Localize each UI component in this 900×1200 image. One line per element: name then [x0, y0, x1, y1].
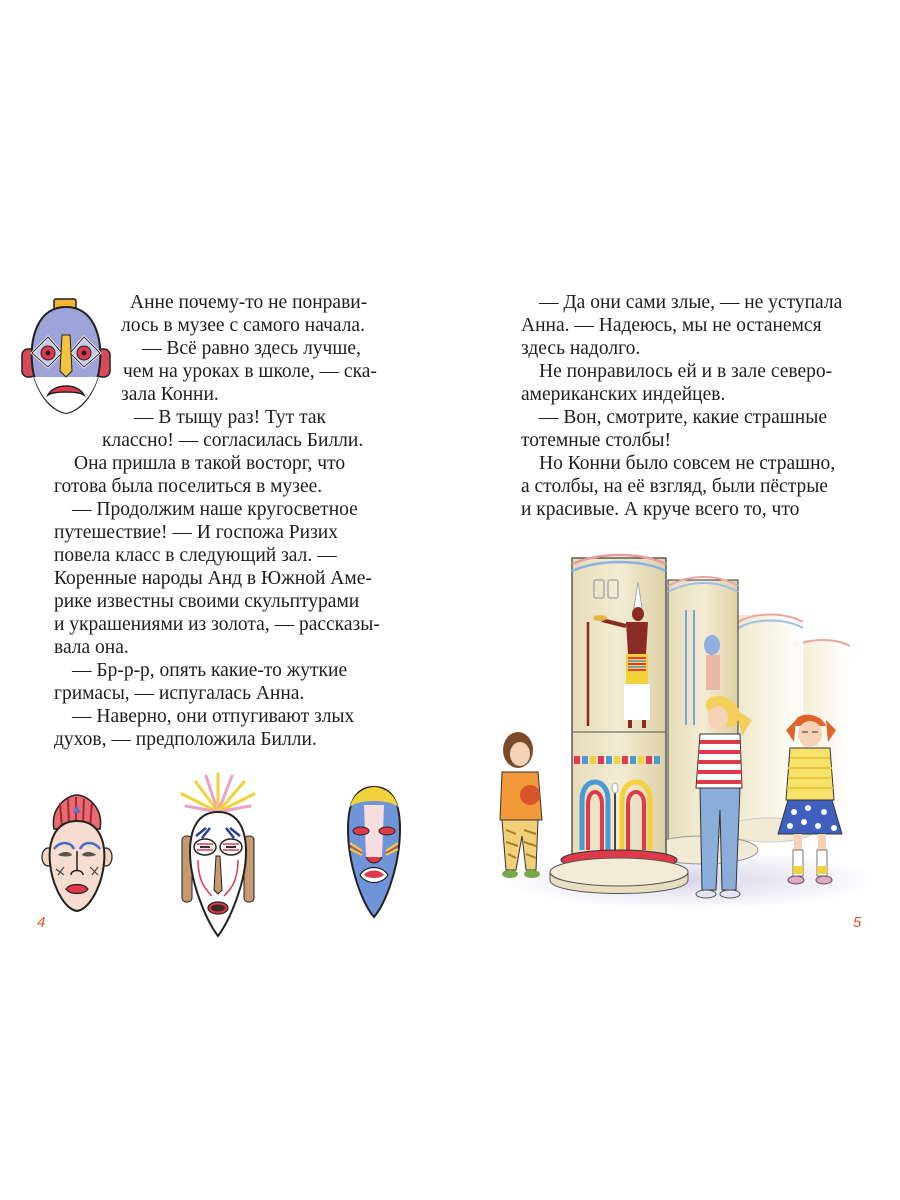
text-line: чем на уроках в школе, — ска-: [123, 361, 377, 382]
mask-blue-long-illustration: [344, 785, 404, 920]
text-line: повела класс в следующий зал. —: [54, 545, 337, 566]
text-line: — Да они сами злые, — не уступала: [539, 292, 843, 313]
page-number-left: 4: [37, 914, 46, 931]
text-line: здесь надолго.: [521, 338, 641, 359]
text-line: а столбы, на её взгляд, были пёстрые: [521, 476, 828, 497]
page-number-right: 5: [853, 914, 862, 931]
text-line: — Бр-р-р, опять какие-то жуткие: [72, 660, 348, 681]
text-line: — Вон, смотрите, какие страшные: [539, 407, 827, 428]
egyptian-columns-scene-illustration: [490, 550, 890, 920]
text-line: Но Конни было совсем не страшно,: [539, 453, 836, 474]
text-line: классно! — согласилась Билли.: [102, 430, 364, 451]
text-line: гримасы, — испугалась Анна.: [54, 683, 305, 704]
text-line: духов, — предположила Билли.: [54, 729, 317, 750]
mask-blue-angry-illustration: [18, 297, 114, 417]
text-line: путешествие! — И госпожа Ризих: [54, 522, 338, 543]
text-line: — Всё равно здесь лучше,: [142, 338, 361, 359]
text-line: — Наверно, они отпугивают злых: [72, 706, 355, 727]
text-line: вала она.: [54, 637, 129, 658]
text-line: рике известны своими скульптурами: [54, 591, 360, 612]
text-line: лось в музее с самого начала.: [121, 315, 365, 336]
mask-pink-topknot-illustration: [40, 793, 114, 913]
text-line: Анна. — Надеюсь, мы не останемся: [521, 315, 822, 336]
text-line: — Продолжим наше кругосветное: [72, 499, 358, 520]
text-line: и красивые. А круче всего то, что: [521, 499, 800, 520]
mask-white-feathered-illustration: [176, 772, 260, 938]
text-line: американских индейцев.: [521, 384, 726, 405]
text-line: — В тыщу раз! Тут так: [134, 407, 326, 428]
text-line: зала Конни.: [121, 384, 219, 405]
text-line: Не понравилось ей и в зале северо-: [539, 361, 833, 382]
text-line: Коренные народы Анд в Южной Аме-: [54, 568, 372, 589]
text-line: и украшениями из золота, — рассказы-: [54, 614, 380, 635]
text-line: тотемные столбы!: [521, 430, 672, 451]
text-line: готова была поселиться в музее.: [54, 476, 323, 497]
right-page: [450, 0, 900, 1200]
text-line: Она пришла в такой восторг, что: [74, 453, 346, 474]
text-line: Анне почему-то не понрави-: [130, 292, 368, 313]
